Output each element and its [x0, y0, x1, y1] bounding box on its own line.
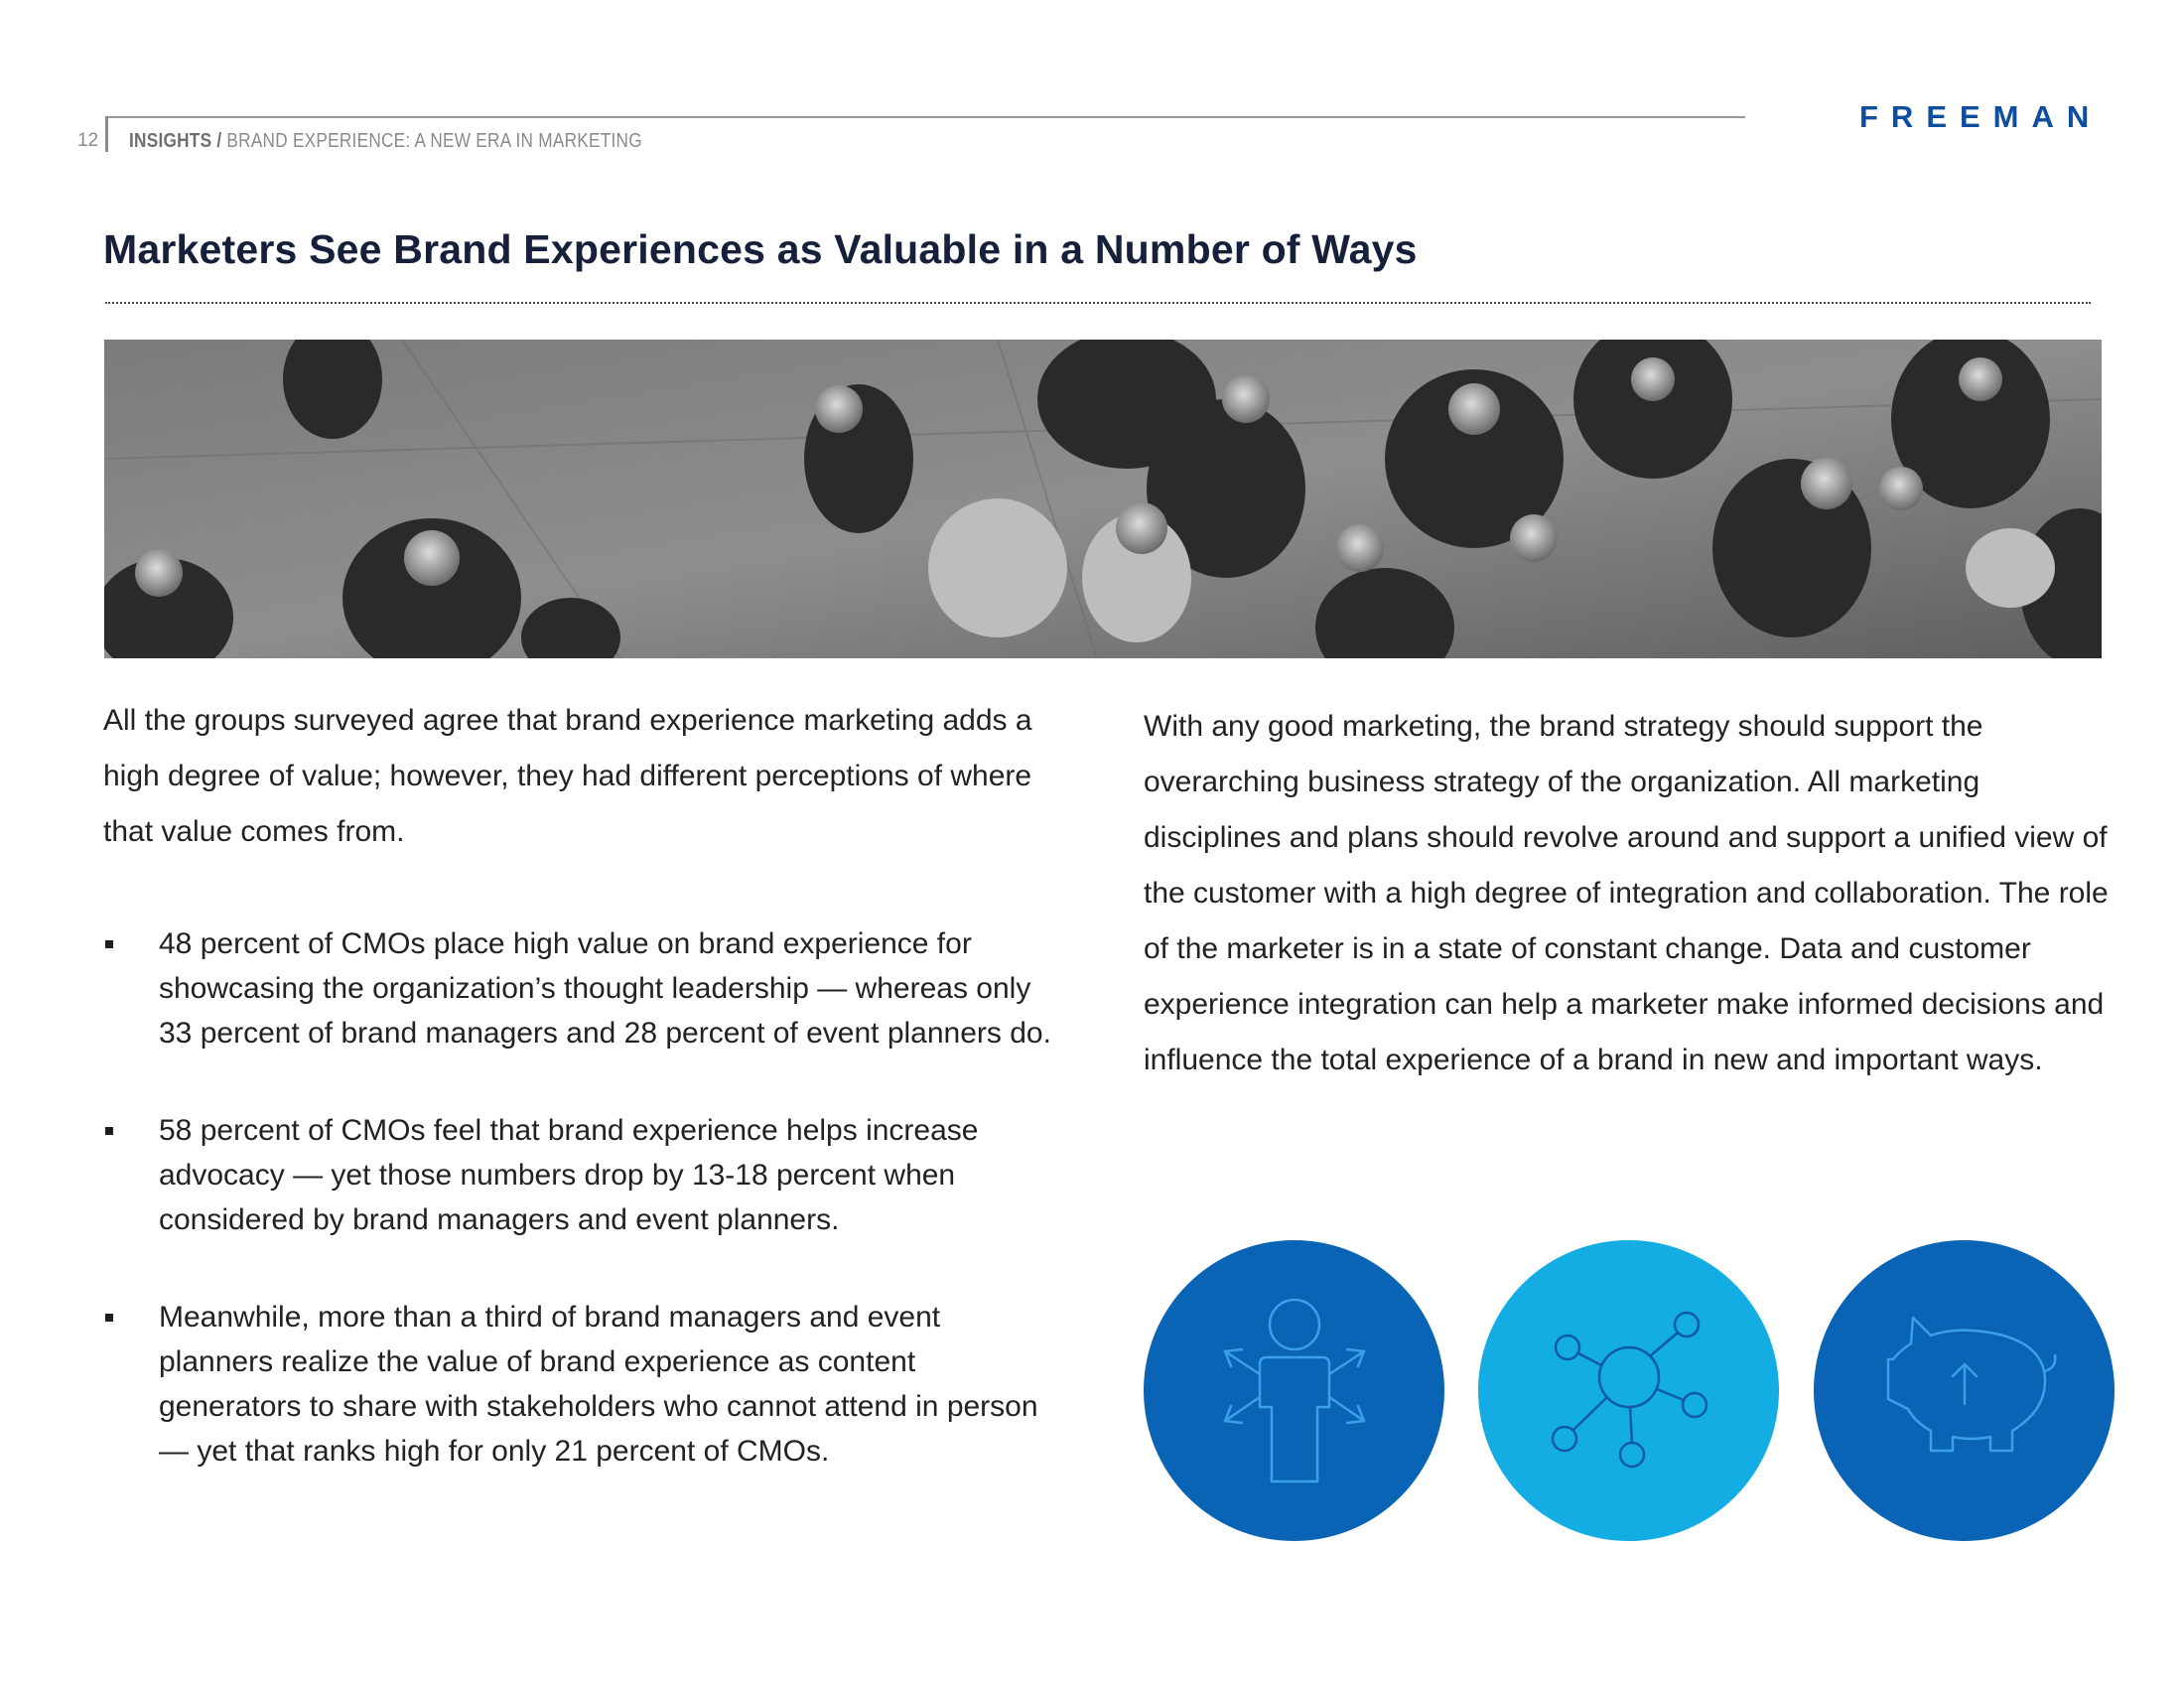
running-head-subtitle: BRAND EXPERIENCE: A NEW ERA IN MARKETING [226, 130, 642, 152]
title-divider [105, 302, 2091, 304]
running-head [129, 130, 642, 153]
list-item [103, 921, 1052, 1055]
page-number-bar [105, 116, 108, 152]
list-item-text: 58 percent of CMOs feel that brand experience helps increase advocacy — yet those numbers drop by 13-18 percent when considered by brand managers and event planners. [159, 1114, 979, 1236]
header-rule [107, 116, 1745, 118]
findings-list [103, 921, 1076, 1474]
left-column [103, 693, 1076, 1526]
page-title: Marketers See Brand Experiences as Valuable in a Number of Ways [103, 226, 1418, 272]
list-item-text: 48 percent of CMOs place high value on brand experience for showcasing the organization’s thought leadership — whereas only 33 percent of brand managers and 28 percent of event planners do. [159, 927, 1051, 1050]
intro-paragraph: All the groups surveyed agree that brand experience marketing adds a high degree of value; however, they had different perceptions of where that value comes from. [103, 704, 1032, 848]
network-icon [1478, 1240, 1779, 1541]
right-column [1144, 699, 2116, 1088]
crowd-photo [104, 340, 2102, 658]
person-arrows-icon [1144, 1240, 1444, 1541]
list-item [103, 1295, 1052, 1474]
bullet-marker [105, 1314, 113, 1322]
list-item-text: Meanwhile, more than a third of brand managers and event planners realize the value of brand experience as content generators to share with stakeholders who cannot attend in person — yet that ranks high for only 21 percent of CMOs. [159, 1301, 1038, 1468]
bullet-marker [105, 1127, 113, 1135]
list-item [103, 1108, 1052, 1242]
page-number: 12 [77, 130, 99, 151]
freeman-logo: FREEMAN [1859, 99, 2103, 134]
strategy-paragraph: With any good marketing, the brand strategy should support the overarching business strategy of the organization. All marketing disciplines and plans should revolve around and support a unified view of the customer with a high degree of integration and collaboration. The role of the marketer is in a state of constant change. Data and customer experience integration can help a marketer make informed decisions and influence the total experience of a brand in new and important ways. [1144, 710, 2109, 1076]
bullet-marker [105, 940, 113, 948]
piggy-bank-icon [1814, 1240, 2115, 1541]
running-head-section: INSIGHTS / [129, 130, 222, 152]
